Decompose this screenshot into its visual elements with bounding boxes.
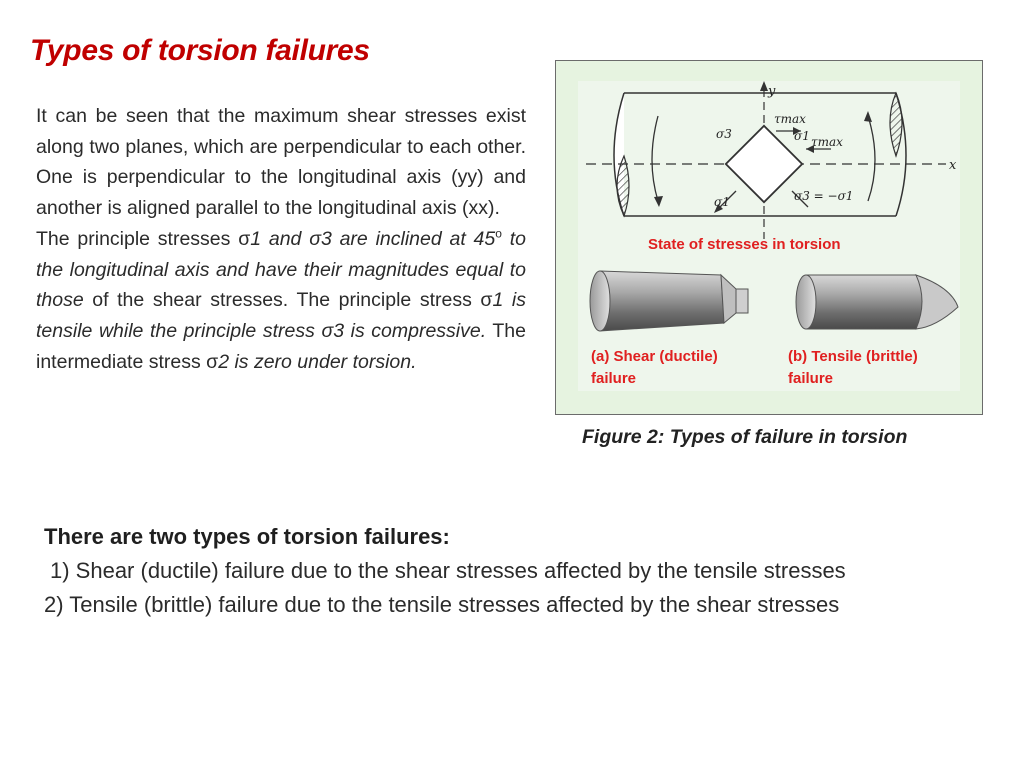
sigma3-top-label: σ3 [716, 127, 732, 141]
shear-specimen-image [590, 271, 748, 331]
tensile-failure-label-line1: (b) Tensile (brittle) [788, 348, 918, 365]
tensile-failure-label-line2: failure [788, 370, 834, 387]
failure-type-item-1: 1) Shear (ductile) failure due to the shear stresses affected by the tensile stresses [50, 558, 846, 583]
figure-caption: Figure 2: Types of failure in torsion [582, 426, 908, 448]
failure-type-item-2: 2) Tensile (brittle) failure due to the tensile stresses affected by the shear stresses [44, 592, 840, 617]
intro-italic-run: 1 and σ3 are inclined at 45 [250, 227, 496, 250]
intro-paragraph-2 [36, 224, 526, 378]
intro-text-run: The principle stresses σ [36, 227, 251, 250]
sigma1-bottom-label: σ1 [714, 195, 730, 209]
intro-italic-run: 1 is tensile while the principle stress σ3 is compressive. [36, 289, 526, 342]
intro-italic-run: to the longitudinal axis and have their magnitudes equal to those [36, 227, 526, 312]
stress-state-label: State of stresses in torsion [648, 236, 841, 253]
shear-failure-label-line2: failure [591, 370, 637, 387]
tau-max-right-label: τmax [811, 135, 843, 149]
sigma1-top-label: σ1 [794, 129, 810, 143]
x-axis-label: x [949, 158, 957, 173]
intro-text-run: The intermediate stress σ [36, 319, 526, 373]
intro-italic-run: 2 is zero under torsion. [218, 350, 417, 373]
intro-paragraph-1: It can be seen that the maximum shear stresses exist along two planes, which are perpendicular to each other. One is perpendicular to the longitudinal axis (yy) and another is aligned parallel to the longitudinal axis (xx). [36, 105, 526, 220]
torsion-figure-graphic [556, 61, 984, 416]
intro-text [36, 101, 526, 377]
intro-text-run: of the shear stresses. The principle stress σ [83, 289, 493, 312]
failure-types-section [44, 520, 936, 622]
tau-max-top-label: τmax [774, 112, 806, 126]
torsion-figure [555, 60, 983, 415]
degree-superscript: o [495, 226, 502, 241]
sigma3-equation-label: σ3 = −σ1 [794, 189, 854, 203]
failure-types-heading: There are two types of torsion failures: [44, 524, 450, 549]
y-axis-label: y [768, 84, 776, 99]
page-title: Types of torsion failures [30, 34, 370, 67]
tensile-specimen-image [796, 275, 958, 329]
shear-failure-label-line1: (a) Shear (ductile) [591, 348, 718, 365]
